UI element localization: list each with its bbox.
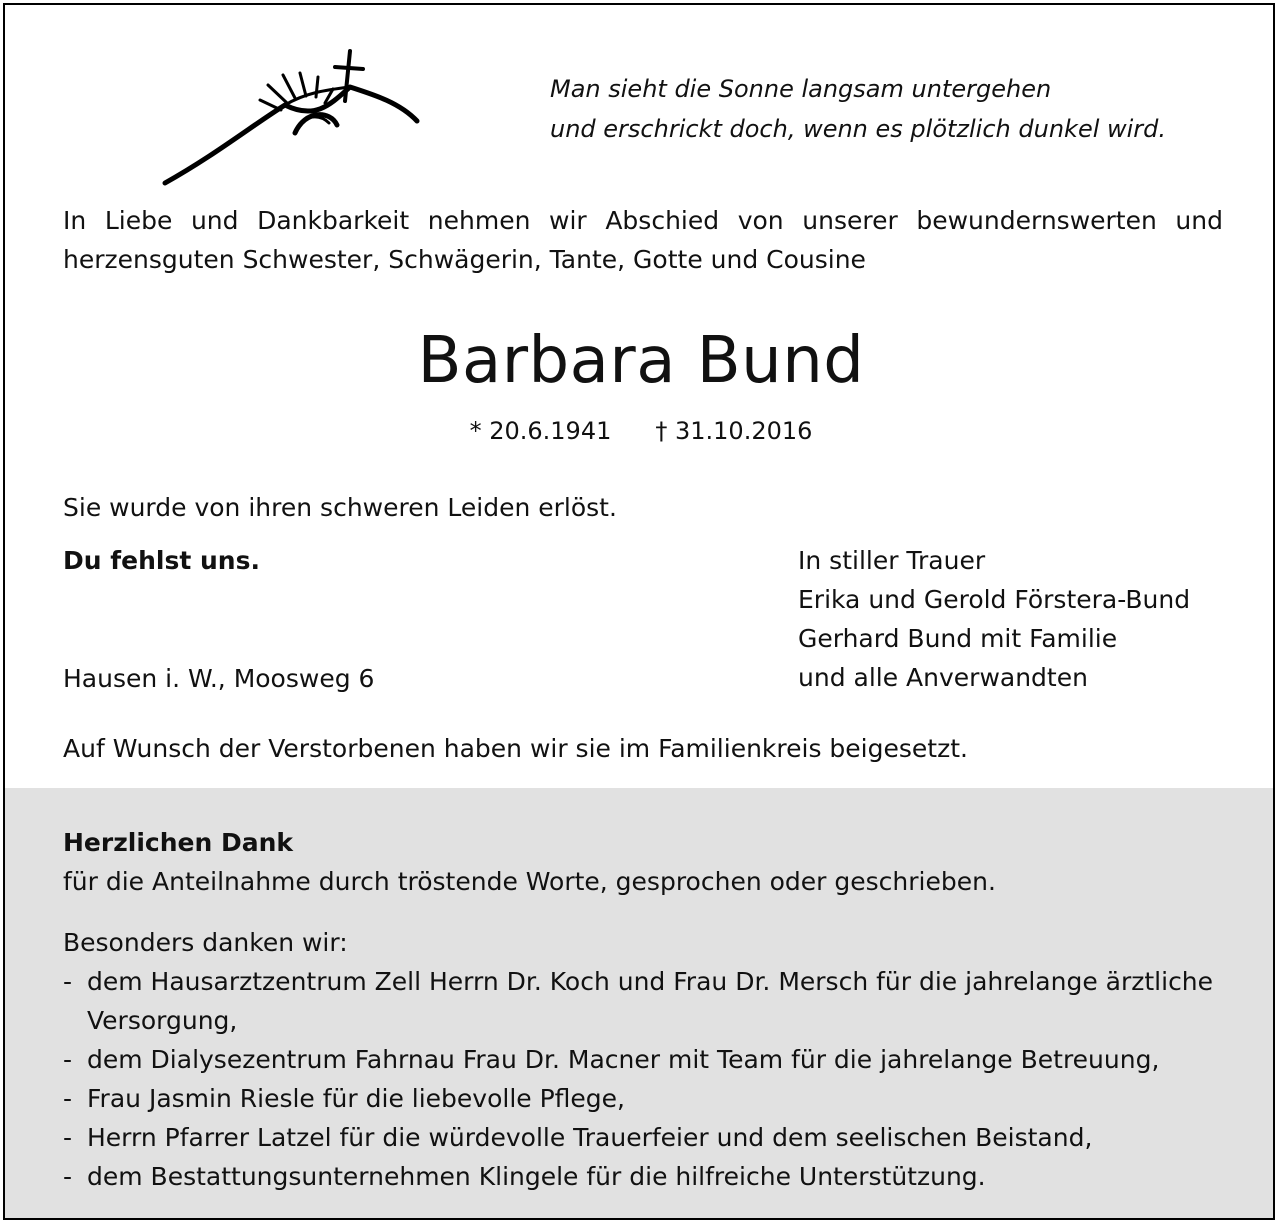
list-item — [63, 1118, 1253, 1157]
birth-date: * 20.6.1941 — [469, 417, 612, 445]
list-item-text: Herrn Pfarrer Latzel für die würdevolle Trauerfeier und dem seelischen Beistand, — [87, 1123, 1093, 1152]
quote — [550, 69, 1166, 149]
deceased-name: Barbara Bund — [417, 324, 865, 398]
mourners-heading: In stiller Trauer — [798, 546, 986, 575]
list-dash: - — [63, 967, 73, 996]
mourner-name: Erika und Gerold Förstera-Bund — [798, 585, 1191, 614]
list-dash: - — [63, 1045, 73, 1074]
list-dash: - — [63, 1084, 73, 1113]
list-dash: - — [63, 1123, 73, 1152]
list-item — [63, 962, 1253, 1040]
death-date: † 31.10.2016 — [655, 417, 813, 445]
address: Hausen i. W., Moosweg 6 — [63, 664, 375, 693]
relief-text: Sie wurde von ihren schweren Leiden erlöst. — [63, 493, 617, 522]
life-dates — [5, 413, 1275, 449]
mountain-sun-cross-icon — [155, 45, 425, 190]
thanks-subline: für die Anteilnahme durch tröstende Worte, gesprochen oder geschrieben. — [63, 867, 996, 896]
burial-note: Auf Wunsch der Verstorbenen haben wir sie im Familienkreis beigesetzt. — [63, 734, 968, 763]
obituary-notice — [3, 3, 1275, 1220]
special-thanks-heading: Besonders danken wir: — [63, 928, 348, 957]
list-item-text: Frau Jasmin Riesle für die liebevolle Pflege, — [87, 1084, 626, 1113]
quote-line-1: Man sieht die Sonne langsam untergehen — [550, 75, 1052, 103]
thanks-heading: Herzlichen Dank — [63, 828, 294, 857]
mourner-name: und alle Anverwandten — [798, 663, 1088, 692]
thanks-section — [5, 788, 1275, 1220]
list-item — [63, 1157, 1253, 1196]
list-item-text: dem Bestattungsunternehmen Klingele für die hilfreiche Unterstützung. — [87, 1162, 986, 1191]
list-item-text: dem Dialysezentrum Fahrnau Frau Dr. Macner mit Team für die jahrelange Betreuung, — [87, 1045, 1160, 1074]
list-dash: - — [63, 1162, 73, 1191]
quote-line-2: und erschrickt doch, wenn es plötzlich dunkel wird. — [550, 115, 1167, 143]
mourner-name: Gerhard Bund mit Familie — [798, 624, 1118, 653]
list-item-text: dem Hausarztzentrum Zell Herrn Dr. Koch und Frau Dr. Mersch für die jahrelange ärztliche Versorgung, — [87, 967, 1214, 1035]
thanks-list — [63, 962, 1253, 1196]
list-item — [63, 1079, 1253, 1118]
list-item — [63, 1040, 1253, 1079]
miss-text: Du fehlst uns. — [63, 546, 260, 575]
intro-text: In Liebe und Dankbarkeit nehmen wir Abschied von unserer bewundernswerten und herzensguten Schwester, Schwägerin, Tante, Gotte und Cousine — [63, 206, 1223, 274]
mourners-block — [798, 541, 1190, 697]
